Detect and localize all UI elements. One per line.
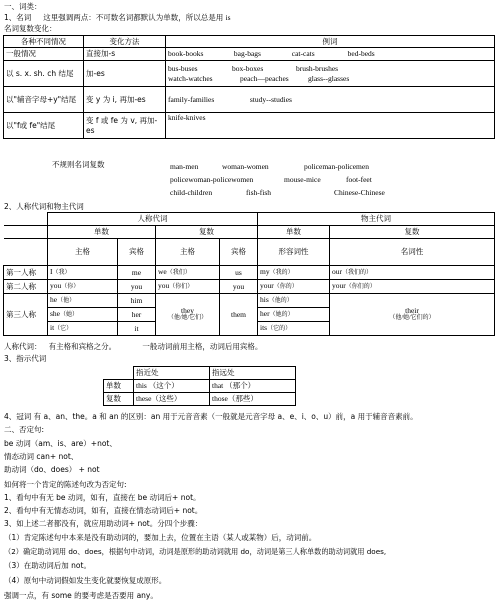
header-plural: 复数 [156,226,258,239]
example: fish-fish [246,188,271,197]
word: us [220,266,258,280]
noun-note-text: 这里强调两点：不可数名词都默认为单数，所以总是用 [43,13,224,22]
cell-those: those（那些） [210,393,296,406]
word: her [118,308,156,322]
row-second: 第二人称 [4,280,48,294]
word: she [50,309,60,319]
word: them [220,294,258,336]
header-far: 指远处 [210,367,296,380]
pronoun-note-b: 一般动词前用主格，动词后用宾格。 [142,342,263,351]
header-singular: 单数 [48,226,156,239]
example: cat-cats [291,49,315,59]
example: woman-women [222,162,269,171]
negation-line: （4）原句中动词假如发生变化就要恢复成原形。 [4,576,167,585]
gloss: （她的） [269,312,294,319]
example: Chinese-Chinese [334,188,385,197]
negation-line: 2、看句中有无情态动词，如有，直接在情态动词后+ not。 [4,506,203,515]
pronoun-table [3,212,495,336]
header-personal: 人称代词 [48,213,258,226]
noun-note [4,13,231,22]
word: its [260,323,268,333]
negation-line: be 动词（am、is、are）+not、 [4,439,117,448]
gloss: （你） [61,284,80,291]
negation-line: 1、看句中有无 be 动词，如有，直接在 be 动词后+ not。 [4,493,201,502]
example: bus-buses [168,64,198,74]
example: mouse-mice [284,175,321,184]
negation-head: 二、否定句: [4,425,45,434]
negation-line: （2）确定助动词用 do、does，根据句中动词，动词是原形的助动词就用 do，动词是第三人称单数的助动词就用 does, [4,547,387,556]
example: child-children [170,188,213,197]
example: policeman-policemen [304,162,369,171]
example: book-books [168,49,204,59]
example: policewoman-policewomen [170,175,254,184]
method-f: 变 f 或 fe 为 v, 再加-es [84,113,166,139]
example: peach—peaches [240,73,289,83]
word: you [158,281,170,291]
examples-sxshch [166,61,495,87]
demo-head: 3、指示代词 [4,354,47,363]
row-plural: 复数 [104,393,134,406]
word: he [50,295,58,305]
case-y: 以"辅音字母+y"结尾 [4,87,84,113]
case-general: 一般情况 [4,48,84,61]
method-general: 直接加-s [84,48,166,61]
row-first: 第一人称 [4,266,48,280]
word: we [158,267,167,277]
negation-line: 如何将一个肯定的陈述句改为否定句: [4,480,127,489]
method-y: 变 y 为 i, 再加-es [84,87,166,113]
noun-head: 1、名词 [4,13,32,22]
cell-this: this （这个） [134,380,210,393]
article-line: 4、冠词 有 a、an、the。a 和 an 的区别：an 用于元音音素（一般就是元音字母 a、e、i、o、u）前，a 用于辅音音素前。 [4,412,418,421]
gloss: （她） [60,312,79,319]
word: you [220,280,258,294]
header-examples: 例词 [166,36,495,48]
irregular-examples [170,160,385,199]
header-method: 变化方法 [84,36,166,48]
header-case: 各种不同情况 [4,36,84,48]
negation-line: 情态动词 can+ not、 [4,452,79,461]
example: box-boxes [232,64,264,74]
irregular-label: 不规则名词复数 [52,160,105,169]
word: they [181,306,194,316]
example: bag-bags [233,49,261,59]
cell-these: these（这些） [134,393,210,406]
examples-y [166,87,495,113]
word: their [405,306,419,316]
header-plural-poss: 复数 [330,226,495,239]
header-noun: 名词性 [330,239,495,266]
gloss: （你的） [273,284,298,291]
pronoun-note [4,342,262,351]
word: I [50,267,53,277]
case-sxshch: 以 s. x. sh. ch 结尾 [4,61,84,87]
header-obj: 宾格 [220,239,258,266]
pronoun-head: 2、人称代词和物主代词 [4,202,84,211]
example: man-men [170,162,199,171]
gloss: （我们） [166,270,191,277]
word: my [260,267,270,277]
gloss: （他） [57,298,76,305]
negation-line: 强调一点，有 some 的要考虑是否要用 any。 [4,591,158,600]
gloss: （我们的） [342,270,373,277]
header-adj: 形容词性 [258,239,330,266]
header-subj: 主格 [156,239,220,266]
gloss: （他/她/它们的） [389,315,435,322]
gloss: （他/她/它们） [167,315,208,322]
header-possessive: 物主代词 [258,213,495,226]
header-subj: 主格 [48,239,118,266]
example: bed-beds [347,49,375,59]
row-singular: 单数 [104,380,134,393]
header-obj: 宾格 [118,239,156,266]
header-singular-poss: 单数 [258,226,330,239]
negation-line: （1）肯定陈述句中本来是没有助动词的，要加上去，位置在主语（某人或某物）后，动词前。 [4,533,317,542]
examples-general [166,48,495,61]
gloss: （你们的） [345,284,376,291]
pronoun-note-label: 人称代词： [4,342,42,351]
noun-note-is: is [225,13,231,22]
section-title: 一、词类： [4,2,42,11]
pronoun-note-a: 有主格和宾格之分。 [48,342,117,351]
plural-table [3,35,495,139]
gloss: （我） [52,270,71,277]
word: your [332,281,346,291]
example: brush-brushes [296,64,339,74]
negation-line: 3、如上述二者都没有，就应用助动词+ not。分四个步骤： [4,519,203,528]
negation-line: 助动词（do、does） + not [4,465,100,474]
row-third: 第三人称 [4,294,48,336]
demo-table [103,366,296,406]
word: your [260,281,274,291]
case-f: 以"f或 fe"结尾 [4,113,84,139]
word: his [260,295,269,305]
examples-f: knife-knives [166,113,495,139]
gloss: （它的） [267,326,292,333]
negation-line: （3）在助动词后加 not。 [4,561,91,570]
plural-title: 名词复数变化： [4,24,57,33]
gloss: （它） [54,326,73,333]
gloss: （你们） [169,284,194,291]
cell-that: that （那个） [210,380,296,393]
word: her [260,309,270,319]
gloss: （他的） [268,298,293,305]
word: it [118,322,156,336]
example: foot-feet [346,175,372,184]
word: me [118,266,156,280]
header-near: 指近处 [134,367,210,380]
word: him [118,294,156,308]
word: it [50,323,55,333]
word: you [50,281,62,291]
example: study--studies [249,94,292,104]
example: family-families [168,94,215,104]
word: you [118,280,156,294]
gloss: （我的） [269,270,294,277]
example: glass--glasses [308,73,350,83]
word: our [332,267,342,277]
example: watch-watches [168,73,213,83]
method-sxshch: 加-es [84,61,166,87]
